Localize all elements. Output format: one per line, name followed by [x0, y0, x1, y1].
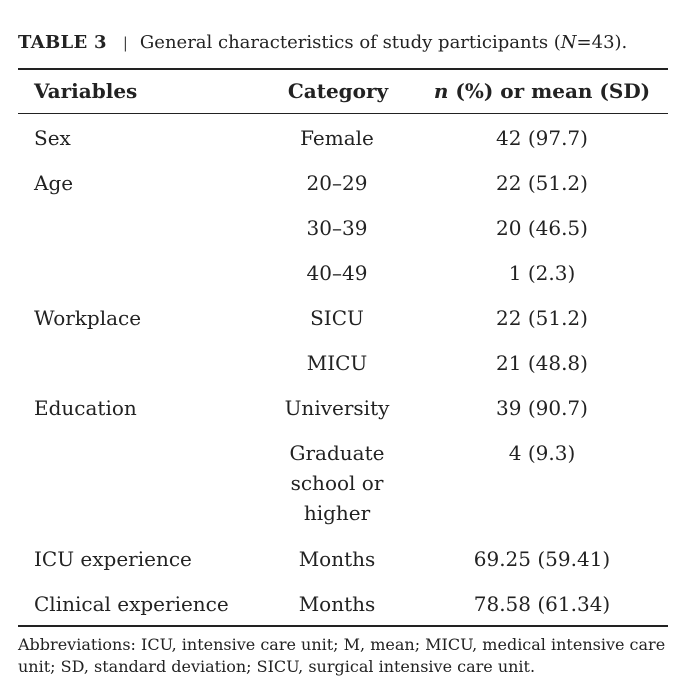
- caption-count: =43).: [576, 32, 628, 53]
- row-category: Graduate school or higher: [289, 441, 385, 525]
- row-category: SICU: [310, 306, 364, 330]
- table-header-rule: [18, 113, 668, 114]
- row-variable: Workplace: [34, 306, 142, 330]
- row-category: 40–49: [306, 261, 368, 285]
- table-label: TABLE 3: [18, 32, 107, 53]
- row-value: 42 (97.7): [496, 126, 588, 150]
- caption-separator: |: [122, 34, 128, 52]
- caption-n-symbol: N: [560, 32, 577, 53]
- row-value: 22 (51.2): [496, 171, 588, 195]
- table-caption: [18, 30, 627, 56]
- row-variable: Age: [34, 171, 74, 195]
- row-value: 20 (46.5): [496, 216, 588, 240]
- row-value: 69.25 (59.41): [473, 547, 611, 571]
- row-value: 4 (9.3): [508, 441, 576, 465]
- row-category: MICU: [306, 351, 368, 375]
- table-top-rule: [18, 68, 668, 70]
- header-value: [432, 76, 652, 106]
- row-category: Female: [300, 126, 374, 150]
- row-category: 30–39: [306, 216, 368, 240]
- row-variable: Education: [34, 396, 137, 420]
- caption-text: General characteristics of study participants (: [139, 32, 561, 53]
- row-category: Months: [298, 547, 376, 571]
- row-category: 20–29: [306, 171, 368, 195]
- row-value: 39 (90.7): [496, 396, 588, 420]
- table-footnote: Abbreviations: ICU, intensive care unit; M, mean; MICU, medical intensive care unit; SD, standard deviation; SICU, surgical intensive care unit.: [18, 635, 666, 676]
- row-value: 21 (48.8): [496, 351, 588, 375]
- row-value: 1 (2.3): [508, 261, 576, 285]
- row-variable: ICU experience: [34, 547, 192, 571]
- header-n-symbol: n: [433, 79, 449, 103]
- header-variables: Variables: [34, 79, 138, 103]
- table-bottom-rule: [18, 625, 668, 627]
- row-variable: Clinical experience: [34, 592, 229, 616]
- row-category: Months: [298, 592, 376, 616]
- header-category: Category: [287, 79, 389, 103]
- row-value: 78.58 (61.34): [473, 592, 611, 616]
- row-category: University: [284, 396, 390, 420]
- header-value-label: (%) or mean (SD): [448, 79, 651, 103]
- row-value: 22 (51.2): [496, 306, 588, 330]
- row-variable: Sex: [34, 126, 71, 150]
